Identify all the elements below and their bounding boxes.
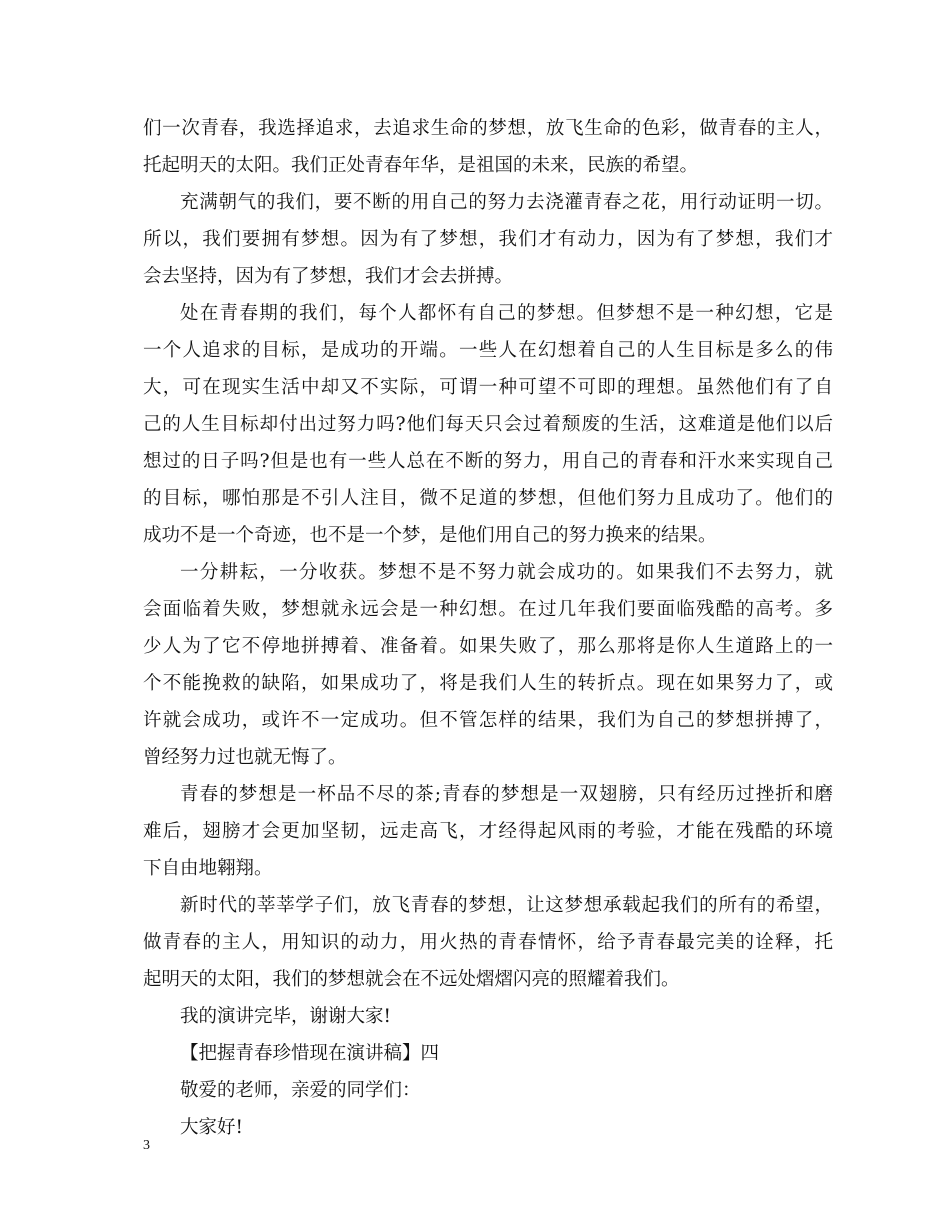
text-line: 托起明天的太阳。我们正处青春年华，是祖国的未来，民族的希望。: [143, 155, 699, 176]
paragraph: [143, 295, 833, 554]
text-line: 许就会成功，或许不一定成功。但不管怎样的结果，我们为自己的梦想拼搏了，: [143, 710, 833, 731]
paragraph: [143, 184, 833, 295]
paragraph: [143, 998, 833, 1035]
text-line: 一个人追求的目标，是成功的开端。一些人在幻想着自己的人生目标是多么的伟: [143, 340, 833, 361]
text-line: 的目标，哪怕那是不引人注目，微不足道的梦想，但他们努力且成功了。他们的: [143, 488, 833, 509]
text-line: 会面临着失败，梦想就永远会是一种幻想。在过几年我们要面临残酷的高考。多: [143, 599, 833, 620]
text-line: 新时代的莘莘学子们，放飞青春的梦想，让这梦想承载起我们的所有的希望，: [180, 895, 833, 916]
text-line: 做青春的主人，用知识的动力，用火热的青春情怀，给予青春最完美的诠释，托: [143, 932, 833, 953]
text-line: 个不能挽救的缺陷，如果成功了，将是我们人生的转折点。现在如果努力了，或: [143, 673, 833, 694]
text-line: 敬爱的老师，亲爱的同学们：: [180, 1080, 421, 1101]
text-line: 大，可在现实生活中却又不实际，可谓一种可望不可即的理想。虽然他们有了自: [143, 377, 833, 398]
text-line: 【把握青春珍惜现在演讲稿】四: [180, 1043, 440, 1064]
text-line: 起明天的太阳，我们的梦想就会在不远处熠熠闪亮的照耀着我们。: [143, 969, 680, 990]
text-line: 们一次青春，我选择追求，去追求生命的梦想，放飞生命的色彩，做青春的主人，: [143, 118, 833, 139]
text-line: 己的人生目标却付出过努力吗?他们每天只会过着颓废的生活，这难道是他们以后: [143, 414, 833, 435]
text-line: 少人为了它不停地拼搏着、准备着。如果失败了，那么那将是你人生道路上的一: [143, 636, 833, 657]
text-line: 曾经努力过也就无悔了。: [143, 747, 347, 768]
paragraph: [143, 554, 833, 776]
text-line: 成功不是一个奇迹，也不是一个梦，是他们用自己的努力换来的结果。: [143, 525, 717, 546]
paragraph: [143, 110, 833, 184]
paragraph: [143, 1072, 833, 1109]
paragraph: [143, 1035, 833, 1072]
text-line: 充满朝气的我们，要不断的用自己的努力去浇灌青春之花，用行动证明一切。: [180, 192, 833, 213]
text-line: 想过的日子吗?但是也有一些人总在不断的努力，用自己的青春和汗水来实现自己: [143, 451, 833, 472]
text-line: 下自由地翱翔。: [143, 858, 273, 879]
body-text: [143, 110, 833, 1146]
text-line: 会去坚持，因为有了梦想，我们才会去拼搏。: [143, 266, 514, 287]
page-number: 3: [143, 1138, 150, 1153]
text-line: 一分耕耘，一分收获。梦想不是不努力就会成功的。如果我们不去努力，就: [180, 562, 833, 583]
paragraph: [143, 776, 833, 887]
text-line: 处在青春期的我们，每个人都怀有自己的梦想。但梦想不是一种幻想，它是: [180, 303, 833, 324]
paragraph: [143, 887, 833, 998]
text-line: 大家好!: [180, 1117, 243, 1138]
text-line: 难后，翅膀才会更加坚韧，远走高飞，才经得起风雨的考验，才能在残酷的环境: [143, 821, 833, 842]
paragraph: [143, 1109, 833, 1146]
text-line: 所以，我们要拥有梦想。因为有了梦想，我们才有动力，因为有了梦想，我们才: [143, 229, 833, 250]
text-line: 我的演讲完毕，谢谢大家!: [180, 1006, 391, 1027]
text-line: 青春的梦想是一杯品不尽的茶;青春的梦想是一双翅膀，只有经历过挫折和磨: [180, 784, 833, 805]
